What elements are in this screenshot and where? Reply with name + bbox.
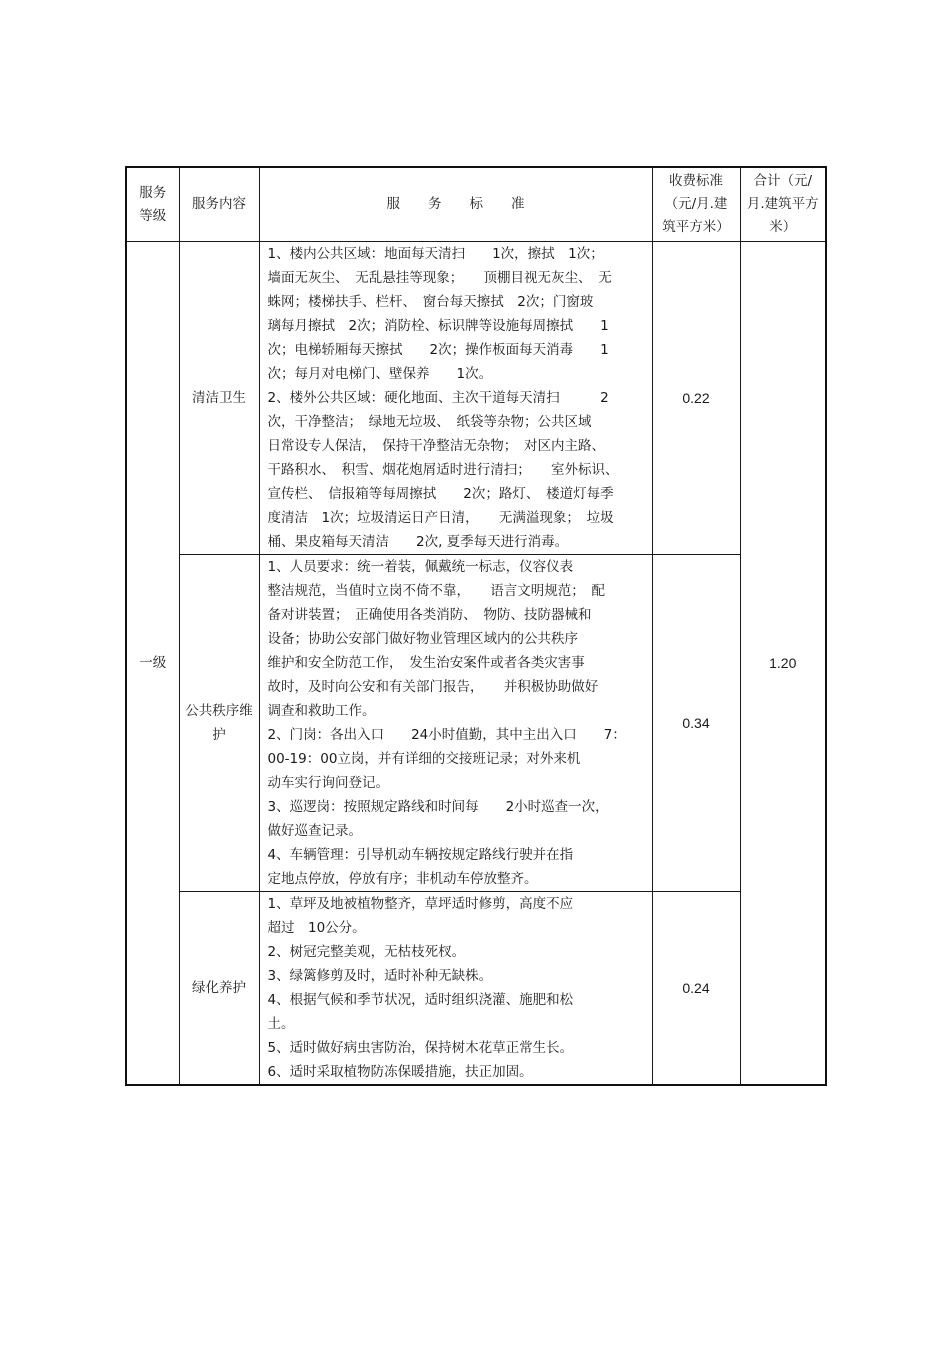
service-content-cell: 绿化养护 — [179, 892, 259, 1086]
standard-line: 1、楼内公共区域：地面每天清扫 1次，擦拭 1次； — [267, 246, 604, 262]
standard-line: 次；电梯轿厢每天擦拭 2次；操作板面每天消毒 1 — [267, 342, 609, 358]
header-level: 服务等级 — [126, 167, 179, 242]
table-row-greening — [126, 892, 826, 1086]
standard-line: 整洁规范，当值时立岗不倚不靠， 语言文明规范； 配 — [267, 583, 605, 599]
standard-line: 宣传栏、 信报箱等每周擦拭 2次；路灯、 楼道灯每季 — [267, 486, 614, 502]
service-standard-cell — [259, 242, 652, 555]
header-fee: 收费标准（元/月.建筑平方米） — [652, 167, 740, 242]
standard-line: 璃每月擦拭 2次；消防栓、标识牌等设施每周擦拭 1 — [267, 318, 609, 334]
standard-line: 3、绿篱修剪及时，适时补种无缺株。 — [267, 968, 493, 984]
standard-line: 次；每月对电梯门、壁保养 1次。 — [267, 366, 493, 382]
service-standard-cell — [259, 555, 652, 892]
standard-line: 2、树冠完整美观，无枯枝死杈。 — [267, 944, 466, 960]
standard-line: 故时，及时向公安和有关部门报告， 并积极协助做好 — [267, 679, 599, 695]
service-standard-table — [125, 166, 827, 1086]
standard-line: 设备；协助公安部门做好物业管理区域内的公共秩序 — [267, 631, 578, 647]
standard-line: 00-19：00立岗，并有详细的交接班记录；对外来机 — [267, 751, 581, 767]
standard-line: 2、楼外公共区域：硬化地面、主次干道每天清扫 2 — [267, 390, 609, 406]
total-cell: 1.20 — [740, 242, 826, 1086]
standard-line: 度清洁 1次；垃圾清运日产日清， 无满溢现象； 垃圾 — [267, 510, 614, 526]
standard-line: 次，干净整洁； 绿地无垃圾、 纸袋等杂物；公共区域 — [267, 414, 592, 430]
standard-line: 日常设专人保洁， 保持干净整洁无杂物； 对区内主路、 — [267, 438, 605, 454]
service-level-cell: 一级 — [126, 242, 179, 1086]
standard-line: 4、车辆管理：引导机动车辆按规定路线行驶并在指 — [267, 847, 574, 863]
header-row — [126, 167, 826, 242]
header-total: 合计（元/月.建筑平方米） — [740, 167, 826, 242]
standard-line: 调查和救助工作。 — [267, 703, 376, 719]
standard-line: 桶、果皮箱每天清洁 2次, 夏季每天进行消毒。 — [267, 534, 569, 550]
standard-line: 5、适时做好病虫害防治，保持树木花草正常生长。 — [267, 1040, 574, 1056]
header-standard: 服务标准 — [259, 167, 652, 242]
standard-line: 蛛网；楼梯扶手、栏杆、 窗台每天擦拭 2次；门窗玻 — [267, 294, 594, 310]
standard-line: 干路积水、 积雪、烟花炮屑适时进行清扫； 室外标识、 — [267, 462, 619, 478]
fee-cell: 0.24 — [652, 892, 740, 1086]
standard-line: 备对讲装置； 正确使用各类消防、 物防、技防器械和 — [267, 607, 592, 623]
table-row-order — [126, 555, 826, 892]
standard-line: 1、人员要求：统一着装，佩戴统一标志，仪容仪表 — [267, 559, 574, 575]
standard-line: 墙面无灰尘、 无乱悬挂等现象； 顶棚目视无灰尘、 无 — [267, 270, 612, 286]
standard-line: 维护和安全防范工作， 发生治安案件或者各类灾害事 — [267, 655, 585, 671]
standard-line: 1、草坪及地被植物整齐，草坪适时修剪，高度不应 — [267, 896, 574, 912]
service-content-cell: 公共秩序维护 — [179, 555, 259, 892]
standard-line: 做好巡查记录。 — [267, 823, 362, 839]
standard-line: 定地点停放，停放有序；非机动车停放整齐。 — [267, 871, 538, 887]
header-content: 服务内容 — [179, 167, 259, 242]
standard-line: 动车实行询问登记。 — [267, 775, 389, 791]
standard-line: 3、巡逻岗：按照规定路线和时间每 2小时巡查一次， — [267, 799, 609, 815]
table-row-cleaning — [126, 242, 826, 555]
service-content-cell: 清洁卫生 — [179, 242, 259, 555]
standard-line: 超过 10公分。 — [267, 920, 366, 936]
fee-cell: 0.34 — [652, 555, 740, 892]
service-standard-cell — [259, 892, 652, 1086]
standard-line: 4、根据气候和季节状况，适时组织浇灌、施肥和松 — [267, 992, 574, 1008]
standard-line: 土。 — [267, 1016, 295, 1032]
fee-cell: 0.22 — [652, 242, 740, 555]
standard-line: 6、适时采取植物防冻保暖措施，扶正加固。 — [267, 1064, 533, 1080]
standard-line: 2、门岗：各出入口 24小时值勤，其中主出入口 7： — [267, 727, 626, 743]
